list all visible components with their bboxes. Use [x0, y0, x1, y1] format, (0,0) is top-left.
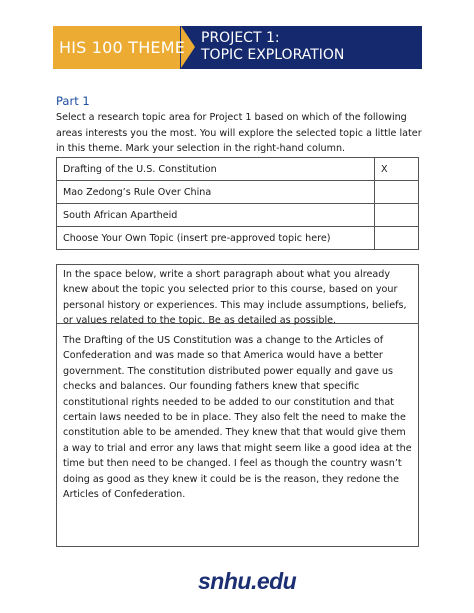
- table-row: [57, 227, 419, 250]
- part-heading: Part 1: [56, 94, 90, 108]
- project-title: [201, 30, 344, 64]
- response-prompt: In the space below, write a short paragraph about what you already knew about the topic you selected prior to this course, based on your personal history or experiences. This may include assumptions, beliefs, or values related to the topic. Be as detailed as possible.: [57, 265, 418, 324]
- topic-label: Drafting of the U.S. Constitution: [57, 158, 375, 181]
- project-title-line1: PROJECT 1:: [201, 30, 280, 46]
- topic-selection-table: [56, 157, 419, 250]
- table-row: [57, 158, 419, 181]
- table-row: [57, 181, 419, 204]
- part-instructions: Select a research topic area for Project 1 based on which of the following areas interests you the most. You will explore the selected topic a little later in this theme. Mark your selection in the right-hand column.: [56, 112, 422, 154]
- theme-label: HIS 100 THEME: [59, 38, 186, 57]
- topic-label: Choose Your Own Topic (insert pre-approved topic here): [57, 227, 375, 250]
- project-title-line2: TOPIC EXPLORATION: [201, 47, 345, 63]
- topic-selection-cell[interactable]: [375, 181, 419, 204]
- response-box: [56, 264, 419, 547]
- topic-label: Mao Zedong’s Rule Over China: [57, 181, 375, 204]
- table-row: [57, 204, 419, 227]
- response-answer-field[interactable]: The Drafting of the US Constitution was a change to the Articles of Confederation and was made so that America would have a better government. The constitution distributed power equally and gave us checks and balances. Our founding fathers knew that specific constitutional rights needed to be added to our constitution and that certain laws needed to be in place. They also felt the need to make the constitution able to be amended. They knew that that would give them a way to trial and error any laws that might seem like a good idea at the time but then need to be changed. I feel as though the country wasn’t doing as good as they knew it could be is the reason, they redone the Articles of Confederation.: [63, 335, 412, 501]
- topic-selection-cell[interactable]: X: [375, 158, 419, 181]
- topic-selection-cell[interactable]: [375, 204, 419, 227]
- topic-label: South African Apartheid: [57, 204, 375, 227]
- theme-banner: [53, 26, 422, 69]
- topic-selection-cell[interactable]: [375, 227, 419, 250]
- snhu-logo: snhu.edu: [198, 568, 297, 594]
